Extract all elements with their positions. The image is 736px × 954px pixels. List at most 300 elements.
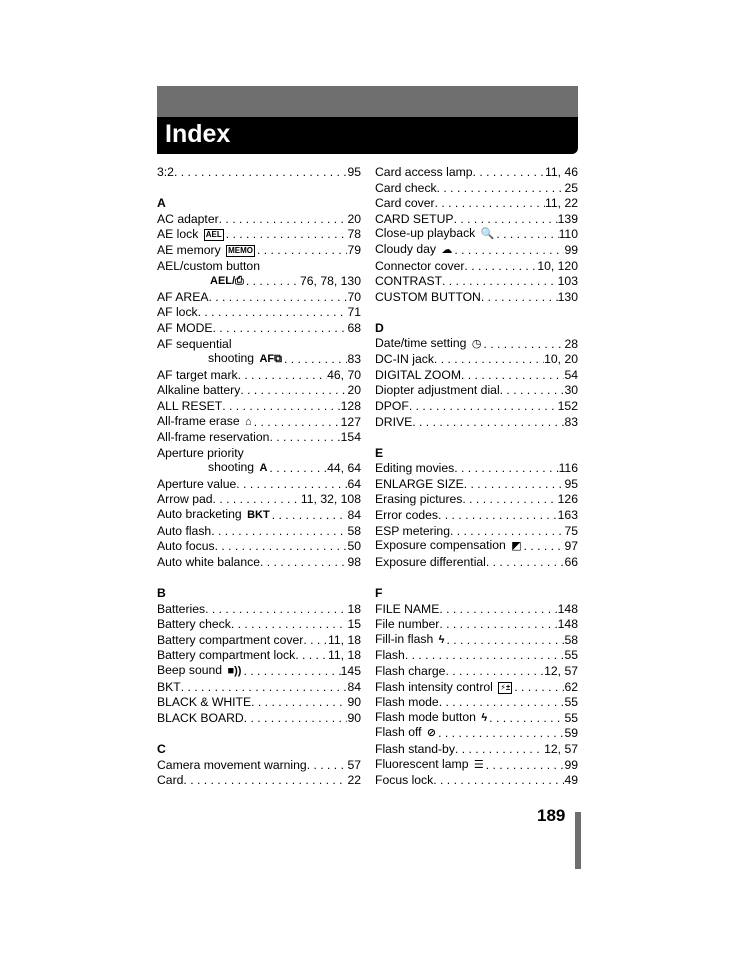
- index-term: [375, 415, 412, 431]
- index-term-text: AF AREA: [157, 289, 209, 304]
- index-entry: [375, 399, 578, 415]
- index-symbol-icon: 🔍: [480, 228, 495, 241]
- header-bar: [157, 86, 578, 154]
- page-number: 189: [537, 806, 566, 825]
- index-term-text: AC adapter: [157, 211, 219, 226]
- leader-dots: [238, 368, 328, 384]
- leader-dots: [272, 508, 348, 524]
- leader-dots: [251, 695, 347, 711]
- leader-dots: [439, 695, 565, 711]
- index-symbol-icon: ⚡±: [500, 682, 511, 692]
- page-edge-bar: [575, 812, 581, 869]
- index-term-text: Alkaline battery: [157, 383, 241, 398]
- leader-dots: [260, 555, 347, 571]
- index-term-text: Arrow pad: [157, 492, 213, 507]
- page-references: 83: [564, 414, 578, 429]
- leader-dots: [181, 680, 348, 696]
- leader-dots: [211, 524, 347, 540]
- index-entry: [157, 680, 361, 696]
- leader-dots: [514, 680, 564, 696]
- index-term-text: Fluorescent lamp: [375, 756, 469, 771]
- leader-dots: [433, 773, 564, 789]
- index-entry: [157, 524, 361, 540]
- index-term: [157, 460, 269, 477]
- index-entry: [375, 181, 578, 197]
- index-term: [375, 617, 439, 633]
- index-term: [157, 773, 183, 789]
- index-term-text: ALL RESET: [157, 398, 223, 413]
- index-term-text: Card: [157, 773, 184, 788]
- index-term: [157, 711, 244, 727]
- index-entry: [375, 508, 578, 524]
- page-references: 30: [564, 383, 578, 398]
- index-term-text: Card check: [375, 180, 437, 195]
- index-symbol-icon: AEL: [205, 230, 222, 240]
- index-term-text: Cloudy day: [375, 241, 436, 256]
- index-term-text: AE lock: [157, 227, 199, 242]
- index-term-text: File number: [375, 617, 440, 632]
- index-term-text: Aperture value: [157, 476, 237, 491]
- index-term: [157, 212, 219, 228]
- page-references: 98: [347, 554, 361, 569]
- page-references: 75: [564, 523, 578, 538]
- index-term: [375, 695, 439, 711]
- index-term: [375, 368, 461, 384]
- index-term: [375, 648, 405, 664]
- index-entry: [157, 352, 361, 368]
- page-references: 20: [347, 383, 361, 398]
- index-entry: [375, 352, 578, 368]
- index-entry: [375, 337, 578, 353]
- index-entry: [375, 415, 578, 431]
- index-term: [375, 352, 434, 368]
- index-entry: [375, 726, 578, 742]
- page-references: 99: [564, 242, 578, 257]
- index-entry: [375, 555, 578, 571]
- leader-dots: [462, 492, 557, 508]
- index-entry: [375, 680, 578, 696]
- index-symbol-icon: ⌂: [245, 415, 252, 428]
- index-term-text: Card cover: [375, 196, 435, 211]
- index-term: [375, 165, 473, 181]
- section-letter: B: [157, 586, 166, 601]
- page-references: 148: [557, 617, 578, 632]
- index-term-text: Exposure compensation: [375, 538, 506, 553]
- page-references: 84: [347, 508, 361, 523]
- index-entry: [157, 399, 361, 415]
- page-references: 71: [347, 305, 361, 320]
- index-term-text: Batteries: [157, 601, 206, 616]
- index-term: [157, 165, 174, 181]
- index-term: [157, 507, 272, 524]
- leader-dots: [307, 758, 348, 774]
- index-entry: [157, 430, 361, 446]
- page-references: 76, 78, 130: [300, 274, 361, 289]
- index-term: [375, 461, 454, 477]
- index-term: [157, 602, 205, 618]
- leader-dots: [205, 602, 347, 618]
- page-references: 95: [564, 476, 578, 491]
- index-term: [157, 758, 307, 774]
- page-references: 110: [558, 227, 578, 242]
- index-entry: [375, 259, 578, 275]
- index-symbol-icon: ϟ: [438, 633, 445, 646]
- index-term-text: Fill-in flash: [375, 631, 434, 646]
- index-entry: [375, 243, 578, 259]
- index-term-text: Erasing pictures: [375, 492, 463, 507]
- page-references: 68: [347, 320, 361, 335]
- index-term-text: Date/time setting: [375, 335, 467, 350]
- index-entry: [157, 695, 361, 711]
- index-term-text: Auto white balance: [157, 554, 260, 569]
- index-term-text: Flash mode button: [375, 709, 476, 724]
- index-term-text: Flash: [375, 648, 405, 663]
- leader-dots: [244, 711, 348, 727]
- leader-dots: [219, 212, 348, 228]
- index-term-text: Auto bracketing: [157, 507, 242, 522]
- index-symbol-icon: ☰: [473, 758, 484, 771]
- leader-dots: [412, 415, 564, 431]
- index-term-text: All-frame reservation: [157, 430, 270, 445]
- leader-dots: [455, 742, 544, 758]
- index-term-text: Exposure differential: [375, 554, 486, 569]
- index-term: [375, 290, 481, 306]
- index-term: [157, 305, 198, 321]
- index-term-text: Battery compartment cover: [157, 632, 304, 647]
- index-symbol-icon: AEL/⎙: [210, 275, 244, 288]
- index-term: [375, 242, 454, 259]
- index-term-text: Flash stand-by: [375, 741, 455, 756]
- index-entry: [157, 321, 361, 337]
- index-entry: [375, 227, 578, 243]
- leader-dots: [464, 477, 565, 493]
- leader-dots: [435, 196, 545, 212]
- index-entry: [375, 212, 578, 228]
- index-term: [375, 742, 455, 758]
- index-entry: [375, 477, 578, 493]
- index-entry: [157, 274, 361, 290]
- index-entry: [375, 773, 578, 789]
- index-term: [157, 368, 238, 384]
- page-references: 139: [557, 211, 578, 226]
- index-entry: [375, 633, 578, 649]
- index-term-text: AF target mark: [157, 367, 238, 382]
- index-entry: [157, 602, 361, 618]
- index-entry: [157, 773, 361, 789]
- index-term: [375, 680, 514, 696]
- page-references: 10, 120: [537, 258, 578, 273]
- index-term-text: shooting: [208, 351, 255, 366]
- index-term: [157, 663, 243, 680]
- page-references: 127: [340, 414, 361, 429]
- index-term-text: Auto focus: [157, 539, 215, 554]
- index-term: [375, 632, 446, 649]
- leader-dots: [486, 555, 565, 571]
- page-references: 70: [347, 289, 361, 304]
- index-term: [375, 383, 500, 399]
- index-entry: [375, 383, 578, 399]
- index-entry: [375, 274, 578, 290]
- leader-dots: [464, 259, 537, 275]
- index-term: [157, 680, 181, 696]
- index-term: [375, 773, 433, 789]
- leader-dots: [257, 243, 347, 259]
- index-term-text: Flash charge: [375, 664, 446, 678]
- index-term: [157, 399, 222, 415]
- page-references: 25: [564, 180, 578, 195]
- page-references: 97: [564, 539, 578, 554]
- page-references: 15: [347, 617, 361, 632]
- index-entry: [375, 758, 578, 774]
- index-entry: [157, 212, 361, 228]
- page-references: 145: [340, 664, 361, 678]
- page-references: 126: [557, 492, 578, 507]
- leader-dots: [524, 539, 565, 555]
- index-entry: [375, 539, 578, 555]
- index-term: [375, 555, 486, 571]
- index-entry: [157, 165, 361, 181]
- index-column-left: [157, 165, 361, 789]
- page-references: 58: [347, 523, 361, 538]
- leader-dots: [254, 415, 341, 431]
- index-term-text: DPOF: [375, 398, 409, 413]
- index-term-text: Diopter adjustment dial: [375, 383, 500, 398]
- index-symbol-icon: ϟ: [481, 711, 488, 724]
- leader-dots: [295, 648, 328, 664]
- index-symbol-icon: MEMO: [228, 245, 253, 255]
- index-term-text: BKT: [157, 679, 181, 694]
- page-references: 79: [347, 242, 361, 257]
- index-entry: [157, 648, 361, 664]
- index-entry: [157, 664, 361, 680]
- index-term-text: Auto flash: [157, 523, 212, 538]
- index-term: [157, 492, 213, 508]
- index-term: [157, 430, 269, 446]
- leader-dots: [446, 633, 564, 649]
- section-letter: A: [157, 196, 166, 211]
- index-term-text: Camera movement warning: [157, 757, 307, 772]
- index-term: [375, 538, 524, 555]
- index-entry: [157, 758, 361, 774]
- index-term: [375, 399, 409, 415]
- page-references: 20: [347, 211, 361, 226]
- page-references: 59: [564, 726, 578, 741]
- page-references: 18: [347, 601, 361, 616]
- index-term-text: Focus lock: [375, 773, 434, 788]
- leader-dots: [461, 368, 564, 384]
- leader-dots: [236, 477, 347, 493]
- leader-dots: [246, 274, 300, 290]
- leader-dots: [454, 461, 558, 477]
- index-term: [157, 243, 257, 259]
- index-term-text: Battery compartment lock: [157, 648, 296, 663]
- page-references: 83: [347, 352, 361, 367]
- index-entry: [375, 695, 578, 711]
- page-references: 62: [564, 679, 578, 694]
- page-references: 11, 32, 108: [300, 492, 361, 507]
- leader-dots: [486, 758, 565, 774]
- page-references: 22: [347, 773, 361, 788]
- leader-dots: [226, 227, 348, 243]
- page-references: 152: [557, 398, 578, 413]
- header-gray-stripe: [157, 86, 578, 117]
- index-entry: [157, 492, 361, 508]
- leader-dots: [231, 617, 348, 633]
- index-term: [157, 555, 260, 571]
- page-references: 66: [564, 554, 578, 569]
- page-references: 78: [347, 227, 361, 242]
- index-symbol-icon: ◷: [471, 337, 482, 350]
- leader-dots: [208, 290, 347, 306]
- index-term: [375, 274, 442, 290]
- leader-dots: [213, 321, 348, 337]
- index-entry: [157, 555, 361, 571]
- leader-dots: [405, 648, 565, 664]
- index-entry: [375, 290, 578, 306]
- leader-dots: [174, 165, 347, 181]
- leader-dots: [439, 617, 557, 633]
- index-term-text: DRIVE: [375, 414, 413, 429]
- index-entry: [375, 461, 578, 477]
- leader-dots: [213, 492, 301, 508]
- page-references: 46, 70: [327, 367, 361, 382]
- index-term-text: AF lock: [157, 305, 198, 320]
- page-references: 54: [564, 367, 578, 382]
- index-symbol-icon: ◩: [511, 540, 522, 553]
- page-references: 64: [347, 476, 361, 491]
- leader-dots: [409, 399, 558, 415]
- index-entry: [375, 602, 578, 618]
- page-references: 103: [557, 274, 578, 289]
- index-term-text: AE memory: [157, 242, 221, 257]
- leader-dots: [454, 212, 558, 228]
- index-entry-heading: AEL/custom button: [157, 258, 260, 273]
- leader-dots: [183, 773, 347, 789]
- index-term: [157, 273, 246, 290]
- index-term: [157, 351, 284, 368]
- section-letter: F: [375, 586, 383, 601]
- index-term-text: Flash intensity control: [375, 679, 493, 694]
- index-entry: [375, 368, 578, 384]
- index-term-text: Error codes: [375, 508, 438, 523]
- index-entry: [157, 383, 361, 399]
- index-entry: [375, 617, 578, 633]
- index-symbol-icon: AF⧉: [259, 353, 282, 366]
- section-letter: C: [157, 741, 166, 756]
- index-entry: [375, 711, 578, 727]
- index-entry: [375, 492, 578, 508]
- leader-dots: [445, 664, 544, 680]
- leader-dots: [269, 430, 340, 446]
- page-references: 11, 46: [545, 165, 578, 179]
- index-term-text: CARD SETUP: [375, 211, 454, 226]
- leader-dots: [438, 508, 558, 524]
- index-term: [157, 477, 236, 493]
- page-references: 55: [564, 695, 578, 710]
- index-term: [375, 212, 454, 228]
- leader-dots: [434, 352, 544, 368]
- leader-dots: [303, 633, 328, 649]
- index-entry: [157, 633, 361, 649]
- index-entry: [157, 227, 361, 243]
- page-references: 49: [564, 773, 578, 788]
- index-entry-heading: AF sequential: [157, 336, 232, 351]
- index-term: [157, 227, 226, 243]
- index-term: [375, 477, 464, 493]
- page-references: 130: [557, 289, 578, 304]
- leader-dots: [269, 461, 327, 477]
- index-entry: [157, 290, 361, 306]
- leader-dots: [438, 726, 564, 742]
- index-term-text: Battery check: [157, 617, 231, 632]
- index-entry: [157, 617, 361, 633]
- index-term: [375, 524, 450, 540]
- index-symbol-icon: A: [259, 462, 268, 475]
- index-term: [157, 524, 211, 540]
- leader-dots: [473, 165, 545, 181]
- page-references: 11, 18: [328, 632, 361, 647]
- page-references: 50: [347, 539, 361, 554]
- index-term: [157, 290, 208, 306]
- index-entry: [375, 648, 578, 664]
- index-symbol-icon: ■)): [227, 665, 242, 677]
- index-term-text: DC-IN jack: [375, 352, 434, 367]
- index-entry: [375, 524, 578, 540]
- leader-dots: [240, 383, 347, 399]
- index-entry: [157, 243, 361, 259]
- index-term-text: CUSTOM BUTTON: [375, 289, 481, 304]
- index-term: [157, 633, 303, 649]
- page-references: 11, 22: [545, 196, 578, 211]
- page-title: Index: [165, 120, 231, 148]
- index-symbol-icon: ☁: [441, 243, 453, 256]
- page-references: 154: [340, 430, 361, 445]
- index-entry: [157, 415, 361, 431]
- index-entry: [157, 508, 361, 524]
- page-references: 90: [347, 710, 361, 725]
- index-term-text: ENLARGE SIZE: [375, 476, 464, 491]
- leader-dots: [284, 352, 347, 368]
- page-references: 57: [347, 757, 361, 772]
- page-references: 12, 57: [544, 741, 578, 756]
- index-term-text: Flash off: [375, 725, 422, 740]
- index-term: [157, 414, 254, 431]
- index-entry: [375, 165, 578, 181]
- page-references: 10, 20: [544, 352, 578, 367]
- page-references: 55: [564, 710, 578, 725]
- index-term-text: AF MODE: [157, 320, 213, 335]
- index-term: [157, 539, 215, 555]
- page-references: 128: [340, 398, 361, 413]
- index-term: [375, 336, 483, 353]
- leader-dots: [215, 539, 348, 555]
- section-letter: E: [375, 445, 384, 460]
- leader-dots: [243, 664, 340, 680]
- leader-dots: [483, 337, 564, 353]
- leader-dots: [496, 227, 558, 243]
- page-references: 163: [557, 508, 578, 523]
- index-entry: [375, 196, 578, 212]
- page-references: 148: [557, 601, 578, 616]
- leader-dots: [454, 243, 564, 259]
- leader-dots: [439, 602, 557, 618]
- index-entry: [157, 305, 361, 321]
- page-references: 12, 57: [544, 664, 578, 678]
- index-entry: [375, 664, 578, 680]
- index-entry: [157, 477, 361, 493]
- index-term: [157, 321, 213, 337]
- index-term-text: Editing movies: [375, 461, 455, 476]
